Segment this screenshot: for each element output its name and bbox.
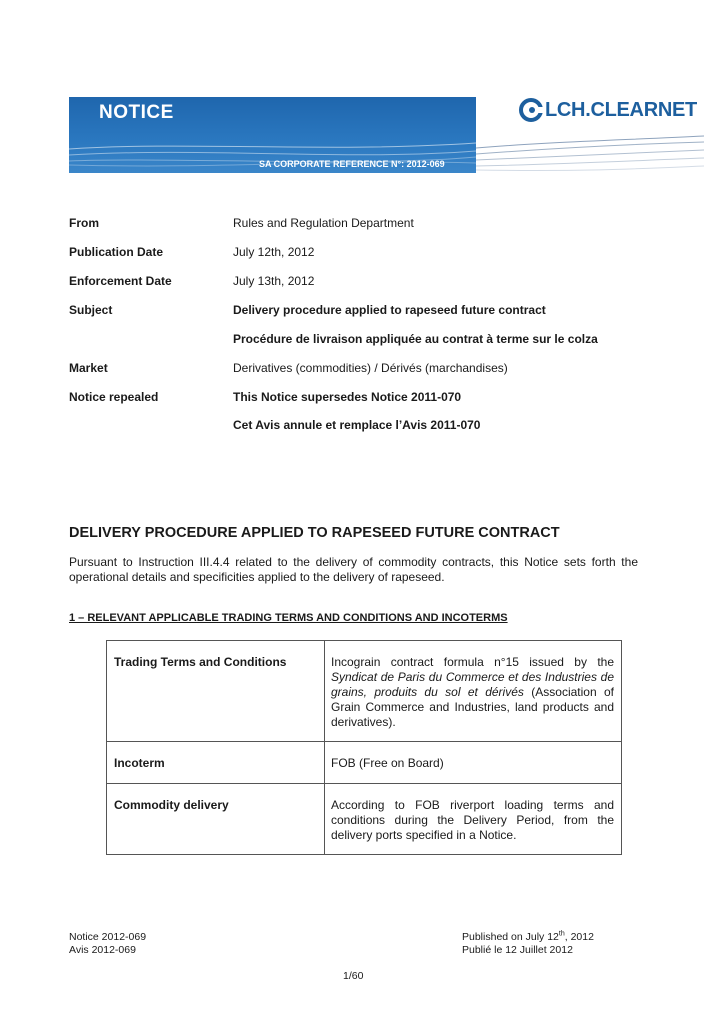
table-cell-value: FOB (Free on Board): [325, 742, 622, 784]
meta-label: Subject: [69, 303, 113, 317]
meta-value: Delivery procedure applied to rapeseed future contract: [233, 303, 546, 317]
footer-published-text: Published on July 12: [462, 931, 559, 943]
meta-value: July 12th, 2012: [233, 245, 315, 259]
table-text-italic: Syndicat de Paris du Commerce et des Industries de grains, produits du sol et dérivés: [331, 670, 614, 699]
meta-value: Derivatives (commodities) / Dérivés (marchandises): [233, 361, 508, 375]
meta-value: July 13th, 2012: [233, 274, 315, 288]
table-text: (Association of Grain Commerce and Industries, land products and derivatives).: [331, 685, 614, 729]
table-cell-label: Trading Terms and Conditions: [107, 641, 325, 742]
table-row: [107, 784, 622, 855]
meta-value: Rules and Regulation Department: [233, 216, 414, 230]
meta-label: Publication Date: [69, 245, 164, 259]
meta-value: Cet Avis annule et remplace l’Avis 2011-070: [233, 418, 481, 432]
terms-table: [106, 640, 622, 855]
footer-notice-number: Notice 2012-069: [69, 931, 147, 943]
section-1-heading: 1 – RELEVANT APPLICABLE TRADING TERMS AND CONDITIONS AND INCOTERMS: [69, 612, 508, 624]
table-cell-label: Incoterm: [107, 742, 325, 784]
lch-clearnet-logo: [518, 96, 697, 124]
logo-text: LCH.CLEARNET: [545, 98, 697, 121]
meta-label: Enforcement Date: [69, 274, 172, 288]
footer-publie-date: Publié le 12 Juillet 2012: [462, 944, 573, 956]
table-text: Incograin contract formula n°15 issued by the: [331, 655, 614, 669]
table-cell-value: [325, 641, 622, 742]
notice-banner: [69, 97, 476, 173]
logo-mark-icon: [518, 97, 544, 123]
table-cell-value: According to FOB riverport loading terms and conditions during the Delivery Period, from the delivery ports specified in a Notice.: [325, 784, 622, 855]
corporate-reference: SA CORPORATE REFERENCE N°: 2012-069: [259, 159, 445, 169]
meta-value: This Notice supersedes Notice 2011-070: [233, 390, 462, 404]
footer-published-sup: th: [558, 930, 565, 938]
footer-right: [462, 931, 594, 957]
footer-published-year: , 2012: [564, 931, 594, 943]
banner-title: NOTICE: [99, 102, 174, 123]
table-row: [107, 641, 622, 742]
document-heading: DELIVERY PROCEDURE APPLIED TO RAPESEED FUTURE CONTRACT: [69, 525, 560, 541]
meta-label: Market: [69, 361, 108, 375]
meta-label: Notice repealed: [69, 390, 159, 404]
footer-avis-number: Avis 2012-069: [69, 944, 136, 956]
header-decorative-lines: [476, 118, 704, 178]
table-row: [107, 742, 622, 784]
intro-paragraph: Pursuant to Instruction III.4.4 related to the delivery of commodity contracts, this Notice sets forth the operational details and specificities applied to the delivery of rapeseed.: [69, 555, 638, 584]
meta-value: Procédure de livraison appliquée au contrat à terme sur le colza: [233, 332, 598, 346]
page-number: 1/60: [343, 970, 364, 982]
footer-published-date: [462, 931, 594, 944]
table-cell-label: Commodity delivery: [107, 784, 325, 855]
meta-label: From: [69, 216, 99, 230]
footer-left: [69, 931, 146, 957]
